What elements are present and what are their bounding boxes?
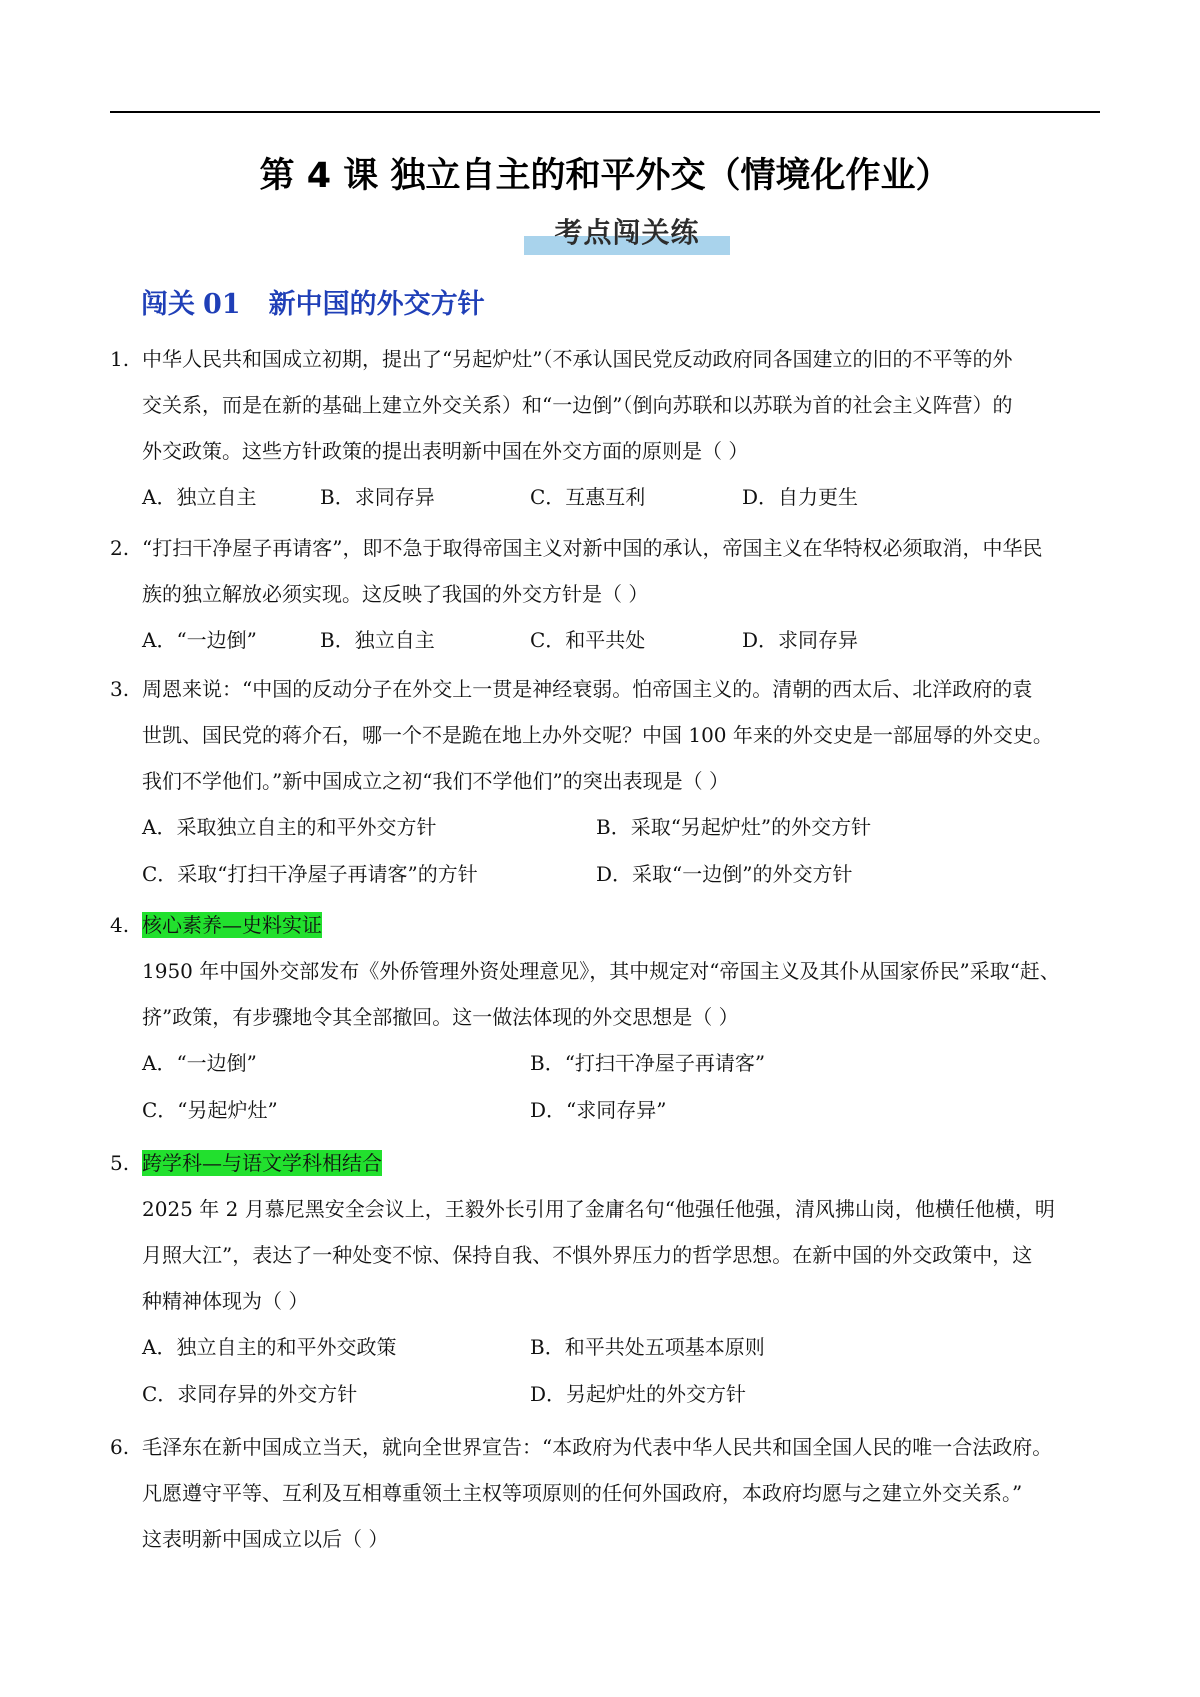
question-1 [110, 336, 1100, 521]
question-text: 周恩来说：“中国的反动分子在外交上一贯是神经衰弱。怕帝国主义的。清朝的西太后、北洋政府的袁 [142, 677, 1033, 701]
option-row [110, 804, 1100, 851]
badge-label: 考点闯关练 [554, 216, 700, 249]
option-b[interactable]: B．求同存异 [320, 485, 435, 509]
question-line [110, 336, 1100, 382]
question-line [110, 902, 1100, 948]
header-rule [110, 111, 1100, 113]
option-a[interactable]: A．采取独立自主的和平外交方针 [142, 815, 437, 839]
option-row [110, 1371, 1100, 1418]
option-c[interactable]: C．“另起炉灶” [142, 1098, 278, 1122]
question-number: 3. [110, 677, 130, 701]
option-b[interactable]: B．“打扫干净屋子再请客” [530, 1051, 766, 1075]
option-row [110, 1087, 1100, 1134]
option-row [110, 851, 1100, 898]
question-number: 6. [110, 1435, 130, 1459]
question-line: 外交政策。这些方针政策的提出表明新中国在外交方面的原则是（ ） [142, 439, 749, 463]
option-d[interactable]: D．自力更生 [742, 485, 859, 509]
question-line: 1950 年中国外交部发布《外侨管理外资处理意见》，其中规定对“帝国主义及其仆从国家侨民”采取“赶、 [142, 959, 1060, 983]
option-a[interactable]: A．“一边倒” [142, 1051, 257, 1075]
option-a[interactable]: A．“一边倒” [142, 628, 257, 652]
option-b[interactable]: B．独立自主 [320, 628, 435, 652]
question-line: 交关系，而是在新的基础上建立外交关系）和“一边倒”（倒向苏联和以苏联为首的社会主义阵营）的 [142, 393, 1013, 417]
section-label: 闯关 [141, 289, 195, 320]
option-row [110, 474, 1100, 521]
option-c[interactable]: C．采取“打扫干净屋子再请客”的方针 [142, 862, 478, 886]
page-title: 第 4 课 独立自主的和平外交（情境化作业） [259, 156, 951, 196]
competency-tag: 核心素养—史料实证 [142, 913, 322, 937]
question-line: 凡愿遵守平等、互利及互相尊重领土主权等项原则的任何外国政府，本政府均愿与之建立外交关系。” [142, 1481, 1023, 1505]
question-number: 5. [110, 1151, 130, 1175]
question-text: 毛泽东在新中国成立当天，就向全世界宣告：“本政府为代表中华人民共和国全国人民的唯一合法政府。 [142, 1435, 1053, 1459]
option-row [110, 1324, 1100, 1371]
competency-tag: 跨学科—与语文学科相结合 [142, 1151, 382, 1175]
section-badge [524, 213, 730, 261]
question-2 [110, 525, 1100, 664]
question-line: 2025 年 2 月慕尼黑安全会议上，王毅外长引用了金庸名句“他强任他强，清风拂山岗，他横任他横，明 [142, 1197, 1055, 1221]
question-line: 族的独立解放必须实现。这反映了我国的外交方针是（ ） [142, 582, 649, 606]
question-line: 种精神体现为（ ） [142, 1289, 309, 1313]
option-d[interactable]: D．采取“一边倒”的外交方针 [596, 862, 853, 886]
option-a[interactable]: A．独立自主的和平外交政策 [142, 1335, 397, 1359]
question-line [110, 666, 1100, 712]
option-b[interactable]: B．采取“另起炉灶”的外交方针 [596, 815, 872, 839]
option-c[interactable]: C．求同存异的外交方针 [142, 1382, 358, 1406]
question-4 [110, 902, 1100, 1134]
question-6 [110, 1424, 1100, 1562]
question-5 [110, 1140, 1100, 1418]
question-line [110, 1424, 1100, 1470]
section-heading [141, 285, 485, 325]
option-row [110, 617, 1100, 664]
question-number: 4. [110, 913, 130, 937]
question-line: 世凯、国民党的蒋介石，哪一个不是跪在地上办外交呢？中国 100 年来的外交史是一部屈辱的外交史。 [142, 723, 1053, 747]
option-d[interactable]: D．求同存异 [742, 628, 859, 652]
option-a[interactable]: A．独立自主 [142, 485, 257, 509]
option-c[interactable]: C．互惠互利 [530, 485, 646, 509]
question-line [110, 1140, 1100, 1186]
option-b[interactable]: B．和平共处五项基本原则 [530, 1335, 765, 1359]
question-text: 中华人民共和国成立初期，提出了“另起炉灶”（不承认国民党反动政府同各国建立的旧的不平等的外 [142, 347, 1013, 371]
question-number: 1. [110, 347, 130, 371]
question-line [110, 525, 1100, 571]
question-line: 我们不学他们。”新中国成立之初“我们不学他们”的突出表现是（ ） [142, 769, 730, 793]
section-name: 新中国的外交方针 [268, 289, 485, 320]
option-d[interactable]: D．“求同存异” [530, 1098, 667, 1122]
question-3 [110, 666, 1100, 898]
question-line: 挤”政策，有步骤地令其全部撤回。这一做法体现的外交思想是（ ） [142, 1005, 739, 1029]
option-c[interactable]: C．和平共处 [530, 628, 646, 652]
option-d[interactable]: D．另起炉灶的外交方针 [530, 1382, 747, 1406]
question-number: 2. [110, 536, 130, 560]
question-line: 这表明新中国成立以后（ ） [142, 1527, 389, 1551]
section-code: 01 [203, 289, 241, 320]
option-row [110, 1040, 1100, 1087]
question-line: 月照大江”，表达了一种处变不惊、保持自我、不惧外界压力的哲学思想。在新中国的外交政策中，这 [142, 1243, 1033, 1267]
question-text: “打扫干净屋子再请客”，即不急于取得帝国主义对新中国的承认，帝国主义在华特权必须取消，中华民 [142, 536, 1043, 560]
